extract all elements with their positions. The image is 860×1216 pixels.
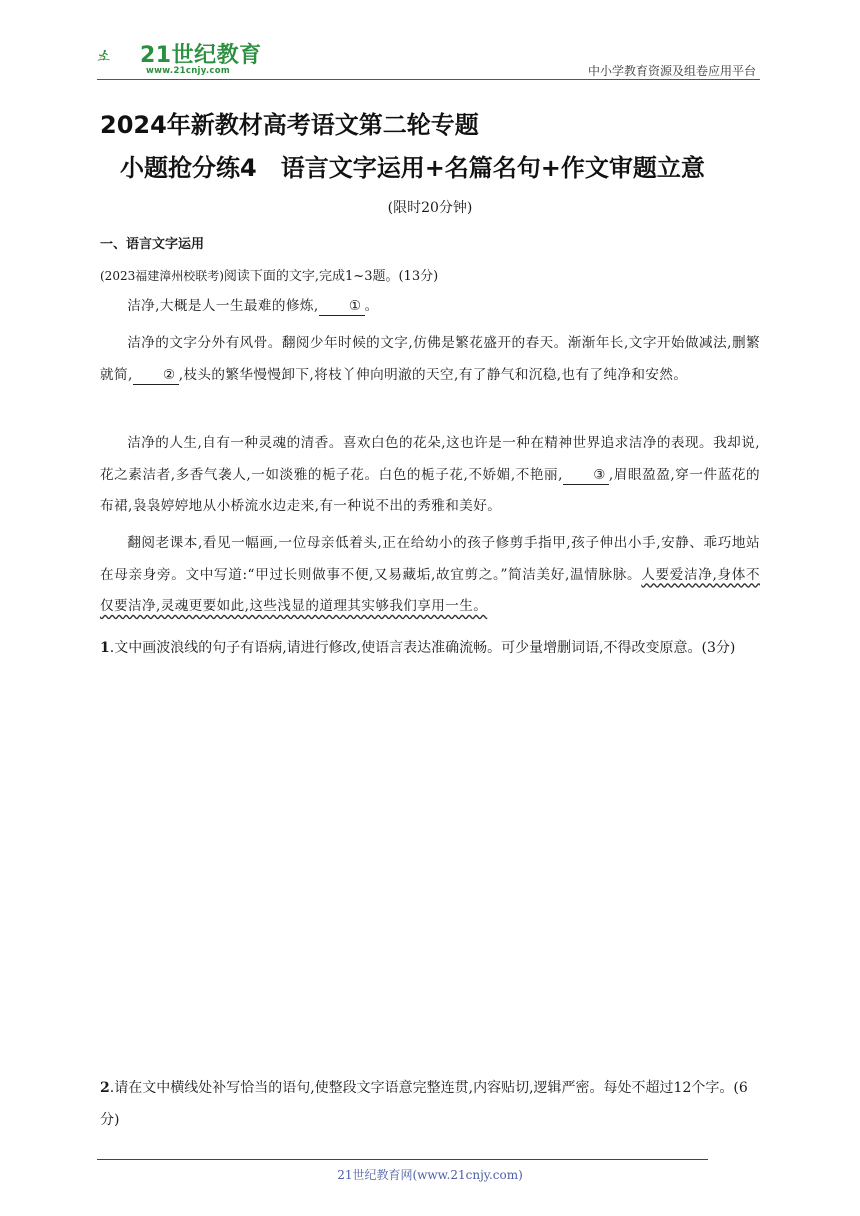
time-limit: (限时20分钟) <box>387 200 473 216</box>
wavy-underlined-sentence: 人要爱洁净,身体不仅要洁净,灵魂更要如此,这些浅显的道理其实够我们享用一生。 <box>100 566 760 614</box>
logo-url: www.21cnjy.com <box>146 66 230 76</box>
blank-2: ② <box>133 366 179 385</box>
footer-divider <box>97 1159 708 1160</box>
paragraph-text: 。 <box>364 298 379 314</box>
page-title: 2024年新教材高考语文第二轮专题 <box>100 111 479 139</box>
passage-paragraph-4 <box>100 528 760 623</box>
question-text: .请在文中横线处补写恰当的语句,使整段文字语意完整连贯,内容贴切,逻辑严密。每处不超过12个字。(6分) <box>100 1080 748 1128</box>
paragraph-text: 翻阅老课本,看见一幅画,一位母亲低着头,正在给幼小的孩子修剪手指甲,孩子伸出小手,安静、乖巧地站在母亲身旁。文中写道:“甲过长则做事不便,又易藏垢,故宜剪之。”简洁美好,温情脉脉。 <box>100 535 760 583</box>
section-heading: 一、语言文字运用 <box>100 237 205 252</box>
question-1 <box>100 632 766 664</box>
paragraph-text: 洁净的人生,自有一种灵魂的清香。喜欢白色的花朵,这也许是一种在精神世界追求洁净的表现。我却说,花之素洁者,多香气袭人,一如淡雅的栀子花。白色的栀子花,不娇媚,不艳丽, <box>100 435 760 483</box>
question-text: .文中画波浪线的句子有语病,请进行修改,使语言表达准确流畅。可少量增删词语,不得改变原意。(3分) <box>109 640 736 656</box>
passage-paragraph-3 <box>100 428 760 523</box>
source-instruction: 阅读下面的文字,完成1~3题。(13分) <box>223 269 439 284</box>
paragraph-text: 洁净的文字分外有风骨。翻阅少年时候的文字,仿佛是繁花盛开的春天。渐渐年长,文字开始做减法,删繁就简, <box>100 335 760 383</box>
passage-source <box>100 265 438 284</box>
header-divider <box>97 79 760 80</box>
platform-name: 中小学教育资源及组卷应用平台 <box>587 64 756 78</box>
footer-text: 21世纪教育网(www.21cnjy.com) <box>337 1168 523 1182</box>
logo-text: 21世纪教育 <box>140 43 262 68</box>
question-number: 2 <box>100 1080 110 1096</box>
blank-3: ③ <box>563 466 609 485</box>
logo-runner-icon <box>96 33 146 79</box>
blank-1: ① <box>319 297 365 316</box>
question-number: 1 <box>100 640 110 656</box>
paragraph-text: ,眉眼盈盈,穿一件蓝花的布裙,袅袅婷婷地从小桥流水边走来,有一种说不出的秀雅和美好。 <box>100 466 760 514</box>
paragraph-text: ,枝头的繁华慢慢卸下,将枝丫伸向明澈的天空,有了静气和沉稳,也有了纯净和安然。 <box>178 366 688 383</box>
source-tag: (2023福建漳州校联考) <box>100 269 224 283</box>
page-subtitle-title: 小题抢分练4 语言文字运用+名篇名句+作文审题立意 <box>120 154 705 182</box>
passage-paragraph-2 <box>100 328 760 391</box>
passage-paragraph-1 <box>100 291 760 323</box>
paragraph-text: 洁净,大概是人一生最难的修炼, <box>127 298 319 314</box>
question-2 <box>100 1072 766 1136</box>
